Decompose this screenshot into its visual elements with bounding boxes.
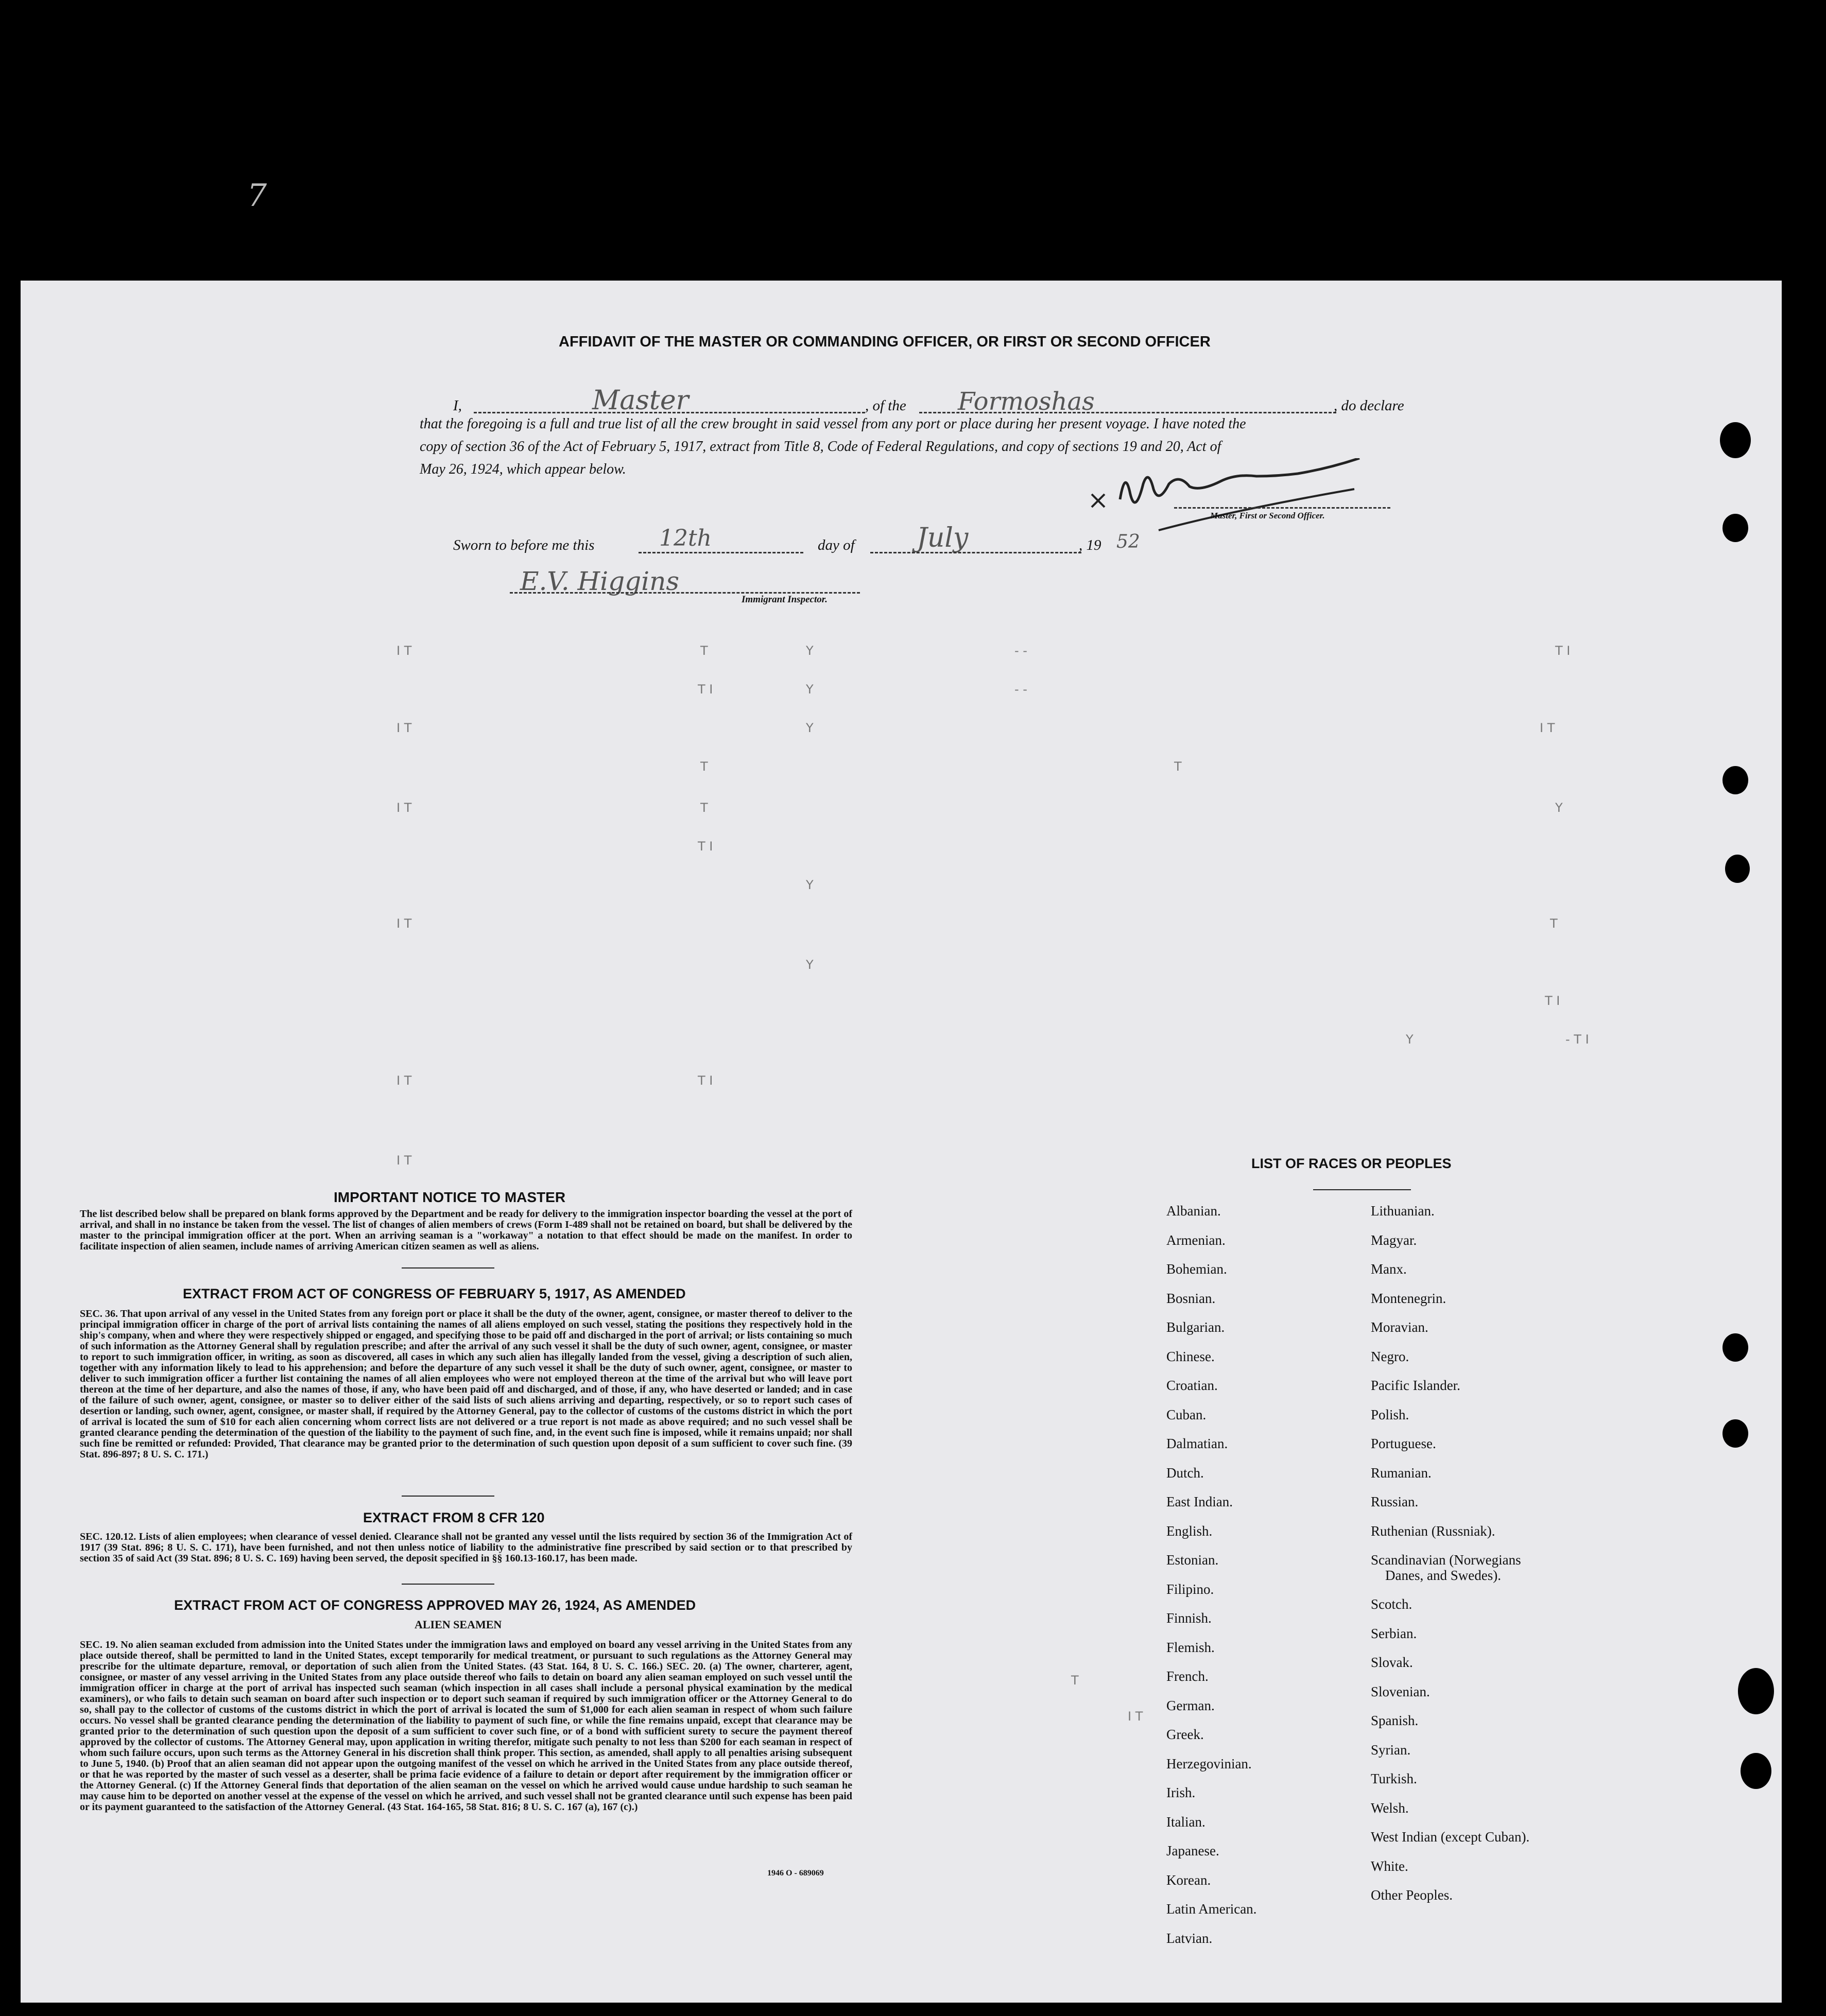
race-item: Latvian.	[1166, 1930, 1213, 1946]
race-item: Slovenian.	[1371, 1683, 1430, 1699]
master-signature-line	[1174, 507, 1390, 509]
race-item: Bosnian.	[1166, 1290, 1216, 1306]
bleed-mark: - T I	[1565, 1032, 1589, 1047]
affidavit-title: AFFIDAVIT OF THE MASTER OR COMMANDING OFFICER, OR FIRST OR SECOND OFFICER	[559, 334, 1211, 350]
bleed-mark: Y	[806, 958, 814, 972]
extract-cfr-body: SEC. 120.12. Lists of alien employees; when clearance of vessel denied. Clearance shall not be granted any vessel until the lists required by section 36 of the Immigration Act of 1917 (39 Stat. 896; 8 U. S. C. 171), have been furnished, and not then unless notice of liability to the administrative fine prescribed by said section or to that prescribed by section 35 of said Act (39 Stat. 896; 8 U. S. C. 169) having been served, the deposit specified in §§ 160.13-160.17, has been made.	[80, 1531, 852, 1564]
bleed-mark: I T	[397, 644, 412, 658]
bleed-mark: Y	[806, 721, 814, 735]
race-item: Montenegrin.	[1371, 1290, 1446, 1306]
extract-1917-body: SEC. 36. That upon arrival of any vessel in the United States from any foreign port or place it shall be the duty of the owner, agent, consignee, or master thereof to deliver to the principal immigration officer in charge of the port of arrival lists containing the names of all aliens employed on such vessel, stating the positions they respectively hold in the ship's company, when and where they were respectively shipped or engaged, and specifying those to be paid off and discharged in the port of arrival; or lists containing so much of such information as the Attorney General shall by regulation prescribe; and after the arrival of any such vessel it shall be the duty of such owner, agent, consignee, or master to report to such immigration officer, in writing, as soon as discovered, all cases in which any such alien has illegally landed from the vessel, giving a description of such alien, together with any information likely to lead to his apprehension; and before the departure of any such vessel it shall be the duty of such owner, agent, consignee, or master to deliver to such immigration officer a further list containing the names of all alien employees who were not employed thereon at the time of the arrival but who will leave port thereon at the time of her departure, and also the names of those, if any, who have been paid off and discharged, and of those, if any, who have deserted or landed; and in case of the failure of such owner, agent, consignee, or master so to deliver either of the said lists of such aliens arriving and departing, respectively, or so to report such cases of desertion or landing, such owner, agent, consignee, or master shall, if required by the Attorney General, pay to the collector of customs of the customs district in which the port of arrival is located the sum of $10 for each alien concerning whom correct lists are not delivered or a true report is not made as above required; and no such vessel shall be granted clearance pending the determination of the question of the liability to the payment of such fine, and, in the event such fine is imposed, while it remains unpaid; nor shall such fine be remitted or refunded: Provided, That clearance may be granted prior to the determination of such question upon deposit of a sum sufficient to cover such fine. (39 Stat. 896-897; 8 U. S. C. 171.)	[80, 1308, 852, 1460]
bleed-mark: Y	[806, 878, 814, 892]
race-item: Polish.	[1371, 1406, 1409, 1422]
day-of-label: day of	[818, 537, 855, 553]
race-item: Portuguese.	[1371, 1436, 1436, 1451]
punch-hole	[1741, 1753, 1771, 1789]
race-item: Albanian.	[1166, 1203, 1221, 1219]
affidavit-body-2: copy of section 36 of the Act of February 5, 1917, extract from Title 8, Code of Federal Regulations, and copy of sections 19 and 20, Act of	[420, 439, 1221, 455]
race-item: Greek.	[1166, 1727, 1204, 1742]
bleed-mark: - -	[1014, 682, 1027, 697]
bleed-mark: T I	[698, 1073, 713, 1088]
vessel-line	[919, 412, 1336, 413]
races-divider	[1313, 1189, 1411, 1190]
bleed-mark: I T	[397, 916, 412, 931]
bleed-mark: T	[700, 759, 708, 774]
divider	[402, 1496, 494, 1497]
race-item: Chinese.	[1166, 1348, 1215, 1364]
race-item: Russian.	[1371, 1494, 1419, 1509]
race-item: Latin American.	[1166, 1901, 1257, 1917]
bleed-mark: I T	[397, 1153, 412, 1168]
bleed-mark: Y	[1406, 1032, 1414, 1047]
declarant-label: I,	[453, 397, 462, 414]
race-item: Italian.	[1166, 1814, 1205, 1830]
race-item: Dalmatian.	[1166, 1436, 1228, 1451]
race-item: Armenian.	[1166, 1232, 1226, 1248]
race-item: Lithuanian.	[1371, 1203, 1435, 1219]
bleed-mark: Y	[806, 644, 814, 658]
punch-hole	[1720, 422, 1751, 458]
bleed-mark: I T	[397, 721, 412, 735]
race-item: Irish.	[1166, 1785, 1196, 1800]
race-item: Rumanian.	[1371, 1465, 1432, 1481]
race-item: English.	[1166, 1523, 1213, 1539]
master-signature-caption: Master, First or Second Officer.	[1210, 511, 1325, 520]
vessel-value: Formoshas	[958, 387, 1095, 416]
stray-mark: 7	[247, 178, 267, 214]
sworn-label: Sworn to before me this	[453, 537, 595, 553]
affidavit-body-3: May 26, 1924, which appear below.	[420, 461, 626, 477]
divider	[402, 1584, 494, 1585]
race-item: Pacific Islander.	[1371, 1378, 1460, 1393]
extract-1917-title: EXTRACT FROM ACT OF CONGRESS OF FEBRUARY 5, 1917, AS AMENDED	[183, 1286, 686, 1301]
punch-hole	[1722, 1333, 1748, 1362]
race-item: Spanish.	[1371, 1713, 1419, 1728]
race-item: Negro.	[1371, 1348, 1409, 1364]
race-item: Manx.	[1371, 1261, 1407, 1277]
notice-title: IMPORTANT NOTICE TO MASTER	[334, 1189, 566, 1205]
race-item: German.	[1166, 1697, 1215, 1713]
race-item: Welsh.	[1371, 1800, 1409, 1816]
race-item: White.	[1371, 1858, 1408, 1874]
race-item: Bulgarian.	[1166, 1319, 1225, 1335]
sworn-year: 52	[1116, 531, 1140, 552]
punch-hole	[1722, 514, 1748, 542]
race-item: Danes, and Swedes).	[1385, 1567, 1501, 1583]
race-item: Ruthenian (Russniak).	[1371, 1523, 1495, 1539]
inspector-line	[510, 592, 860, 594]
races-title: LIST OF RACES OR PEOPLES	[1251, 1156, 1452, 1171]
race-item: Serbian.	[1371, 1625, 1417, 1641]
race-item: Filipino.	[1166, 1581, 1214, 1597]
race-item: Finnish.	[1166, 1610, 1212, 1626]
race-item: Cuban.	[1166, 1406, 1207, 1422]
affidavit-body-1: that the foregoing is a full and true list of all the crew brought in said vessel from any port or place during her present voyage. I have noted the	[420, 416, 1246, 432]
bleed-mark: T I	[1545, 994, 1560, 1008]
declarant-value: Master	[592, 385, 689, 416]
inspector-signature: E.V. Higgins	[520, 566, 680, 596]
sworn-day: 12th	[659, 525, 712, 551]
bleed-mark: I T	[397, 1073, 412, 1088]
race-item: Scotch.	[1371, 1596, 1412, 1612]
bleed-mark: T I	[1555, 644, 1571, 658]
bleed-mark: T	[1071, 1673, 1079, 1688]
sworn-day-line	[639, 552, 803, 553]
divider	[402, 1267, 494, 1268]
race-item: French.	[1166, 1669, 1209, 1684]
bleed-mark: Y	[806, 682, 814, 697]
bleed-mark: Y	[1555, 801, 1563, 815]
race-item: Slovak.	[1371, 1655, 1413, 1670]
bleed-mark: T I	[698, 839, 713, 854]
punch-hole	[1722, 1419, 1748, 1448]
bleed-mark: - -	[1014, 644, 1027, 658]
of-the-label: , of the	[865, 397, 906, 414]
master-signature	[1081, 458, 1370, 535]
notice-body: The list described below shall be prepared on blank forms approved by the Department and be ready for delivery to the immigration inspector boarding the vessel at the port of arrival, and shall in no instance be taken from the vessel. The list of changes of alien members of crews (Form I-489 shall not be retained on board, but shall be delivered by the master to the principal immigration officer at the port. When an arriving seaman is a "workaway" a notation to that effect should be made on the manifest. In order to facilitate inspection of alien seamen, include names of arriving American citizen seamen as well as aliens.	[80, 1208, 852, 1252]
race-item: Flemish.	[1166, 1639, 1215, 1655]
race-item: Estonian.	[1166, 1552, 1219, 1568]
bleed-mark: T	[700, 801, 708, 815]
race-item: Moravian.	[1371, 1319, 1428, 1335]
declarant-line	[474, 412, 865, 413]
race-item: Croatian.	[1166, 1378, 1218, 1393]
bleed-mark: I T	[1128, 1709, 1143, 1724]
race-item: Scandinavian (Norwegians	[1371, 1552, 1521, 1568]
bleed-mark: T	[1550, 916, 1558, 931]
race-item: Herzegovinian.	[1166, 1756, 1252, 1771]
race-item: Magyar.	[1371, 1232, 1417, 1248]
print-code: 1946 O - 689069	[767, 1869, 824, 1878]
race-item: West Indian (except Cuban).	[1371, 1829, 1530, 1845]
bleed-mark: I T	[397, 801, 412, 815]
punch-hole	[1722, 766, 1748, 794]
race-item: Turkish.	[1371, 1771, 1417, 1786]
sworn-month-line	[870, 552, 1081, 553]
extract-1924-body: SEC. 19. No alien seaman excluded from admission into the United States under the immigration laws and employed on board any vessel arriving in the United States from any place outside thereof, shall be permitted to land in the United States, except temporarily for medical treatment, or pursuant to such regulations as the Attorney General may prescribe for the ultimate departure, removal, or deportation of such alien from the United States. (43 Stat. 164, 8 U. S. C. 166.) SEC. 20. (a) The owner, charterer, agent, consignee, or master of any vessel arriving in the United States from any place outside thereof who fails to detain on board any alien seaman employed on such vessel until the immigration officer in charge at the port of arrival has inspected such seaman (which inspection in all cases shall include a personal physical examination by the medical examiners), or who fails to detain such seaman on board after such inspection or to deport such seaman if required by such immigration officer or the Attorney General to do so, shall pay to the collector of customs of the customs district in which the port of arrival is located the sum of $1,000 for each alien seaman in respect of whom such failure occurs. No vessel shall be granted clearance pending the determination of the liability to payment of such fine, or while the fine remains unpaid, except that clearance may be granted prior to the determination of such question upon the deposit of a sum sufficient to cover such fine, or of a bond with sufficient surety to secure the payment thereof approved by the collector of customs. The Attorney General may, upon application in writing therefor, mitigate such penalty to not less than $200 for each seaman in respect of whom such failure occurs, upon such terms as the Attorney General in his discretion shall think proper. This section, as amended, shall apply to all penalties arising subsequent to June 5, 1940. (b) Proof that an alien seaman did not appear upon the outgoing manifest of the vessel on which he arrived in the United States from any place outside thereof, or that he was reported by the master of such vessel as a deserter, shall be prima facie evidence of a failure to detain or deport after requirement by the immigration officer or the Attorney General. (c) If the Attorney General finds that deportation of the alien seaman on the vessel on which he arrived would cause undue hardship to such seaman he may cause him to be deported on another vessel at the expense of the vessel on which he arrived, and such vessel shall not be granted clearance until such expense has been paid or its payment guaranteed to the satisfaction of the Attorney General. (43 Stat. 164-165, 58 Stat. 816; 8 U. S. C. 167 (a), 167 (c).)	[80, 1639, 852, 1813]
bleed-mark: I T	[1540, 721, 1555, 735]
bleed-mark: T I	[698, 682, 713, 697]
year-prefix: , 19	[1079, 537, 1101, 553]
race-item: Bohemian.	[1166, 1261, 1227, 1277]
punch-hole	[1725, 855, 1750, 883]
do-declare-label: , do declare	[1334, 397, 1404, 414]
race-item: Syrian.	[1371, 1742, 1411, 1758]
sworn-month: July	[917, 523, 969, 553]
race-item: Korean.	[1166, 1872, 1211, 1888]
race-item: East Indian.	[1166, 1494, 1233, 1509]
extract-cfr-title: EXTRACT FROM 8 CFR 120	[363, 1510, 545, 1525]
extract-1924-title: EXTRACT FROM ACT OF CONGRESS APPROVED MAY 26, 1924, AS AMENDED	[174, 1597, 696, 1613]
bleed-mark: T	[700, 644, 708, 658]
race-item: Dutch.	[1166, 1465, 1204, 1481]
inspector-caption: Immigrant Inspector.	[742, 594, 828, 605]
bleed-mark: T	[1174, 759, 1182, 774]
extract-1924-subtitle: ALIEN SEAMEN	[415, 1618, 502, 1631]
race-item: Japanese.	[1166, 1843, 1219, 1858]
race-item: Other Peoples.	[1371, 1887, 1453, 1903]
punch-hole	[1738, 1668, 1774, 1714]
